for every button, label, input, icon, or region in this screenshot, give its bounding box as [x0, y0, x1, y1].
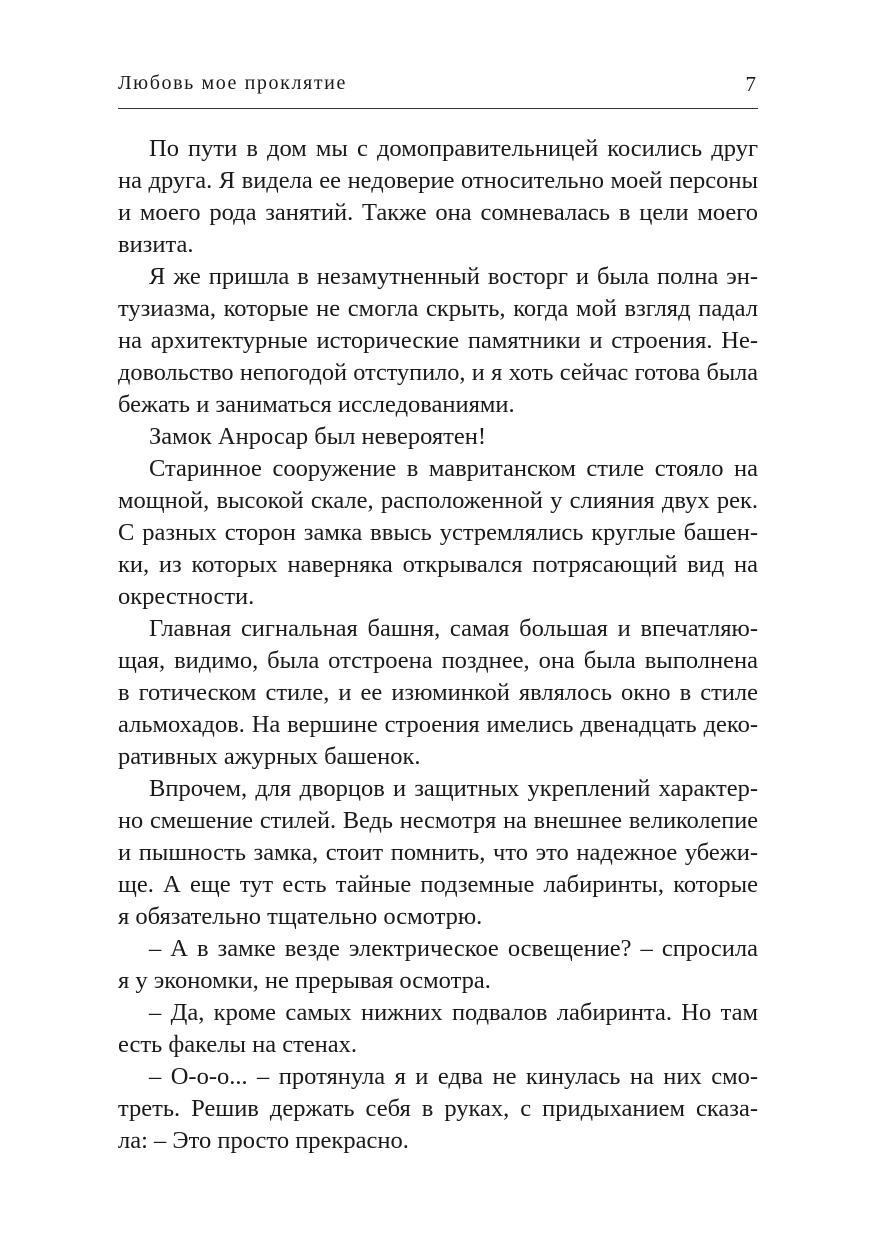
paragraph: [118, 933, 758, 997]
text-line: окрестности.: [118, 583, 255, 610]
text-line: треть. Решив держать себя в руках, с придыханием сказа-: [118, 1095, 758, 1122]
text-line: С разных сторон замка ввысь устремлялись круглые башен-: [118, 519, 758, 546]
text-line: но смешение стилей. Ведь несмотря на внешнее великолепие: [118, 807, 758, 834]
text-line: бежать и заниматься исследованиями.: [118, 391, 515, 418]
text-line: мощной, высокой скале, расположенной у слияния двух рек.: [118, 487, 758, 514]
paragraph: [118, 261, 758, 421]
page-number: 7: [745, 72, 756, 96]
text-line: – Да, кроме самых нижних подвалов лабиринта. Но там: [149, 999, 758, 1026]
text-line: на архитектурные исторические памятники и строения. Не-: [118, 327, 758, 354]
text-line: По пути в дом мы с домоправительницей косились друг: [149, 135, 758, 162]
paragraph: [118, 613, 758, 773]
text-line: Старинное сооружение в мавританском стиле стояло на: [149, 455, 758, 482]
text-line: ративных ажурных башенок.: [118, 743, 421, 770]
paragraph: [118, 773, 758, 933]
paragraph: [118, 453, 758, 613]
text-line: Замок Анросар был невероятен!: [149, 423, 486, 450]
text-line: я обязательно тщательно осмотрю.: [118, 903, 483, 930]
text-line: и пышность замка, стоит помнить, что это надежное убежи-: [118, 839, 758, 866]
body-text: [118, 133, 758, 1157]
text-line: Я же пришла в незамутненный восторг и была полна эн-: [149, 263, 758, 290]
running-header: [118, 70, 758, 102]
text-line: – О-о-о... – протянула я и едва не кинулась на них смо-: [149, 1063, 758, 1090]
text-line: – А в замке везде электрическое освещение? – спросила: [149, 935, 758, 962]
text-line: и моего рода занятий. Также она сомневалась в цели моего: [118, 199, 758, 226]
text-line: довольство непогодой отступило, и я хоть сейчас готова была: [118, 359, 758, 386]
paragraph: [118, 1061, 758, 1157]
text-line: я у экономки, не прерывая осмотра.: [118, 967, 491, 994]
text-line: альмохадов. На вершине строения имелись двенадцать деко-: [118, 711, 758, 738]
text-line: щая, видимо, была отстроена позднее, она была выполнена: [118, 647, 758, 674]
text-line: тузиазма, которые не смогла скрыть, когда мой взгляд падал: [118, 295, 758, 322]
text-line: есть факелы на стенах.: [118, 1031, 358, 1058]
paragraph: [118, 421, 758, 453]
text-line: ки, из которых наверняка открывался потрясающий вид на: [118, 551, 758, 578]
text-line: на друга. Я видела ее недоверие относительно моей персоны: [118, 167, 758, 194]
text-line: ще. А еще тут есть тайные подземные лабиринты, которые: [118, 871, 758, 898]
text-line: Главная сигнальная башня, самая большая и впечатляю-: [149, 615, 758, 642]
text-line: в готическом стиле, и ее изюминкой являлось окно в стиле: [118, 679, 758, 706]
header-rule: [118, 108, 758, 109]
paragraph: [118, 133, 758, 261]
book-title: Любовь мое проклятие: [118, 72, 347, 94]
paragraph: [118, 997, 758, 1061]
text-line: визита.: [118, 231, 194, 258]
text-line: Впрочем, для дворцов и защитных укреплений характер-: [149, 775, 758, 802]
text-line: ла: – Это просто прекрасно.: [118, 1127, 409, 1154]
